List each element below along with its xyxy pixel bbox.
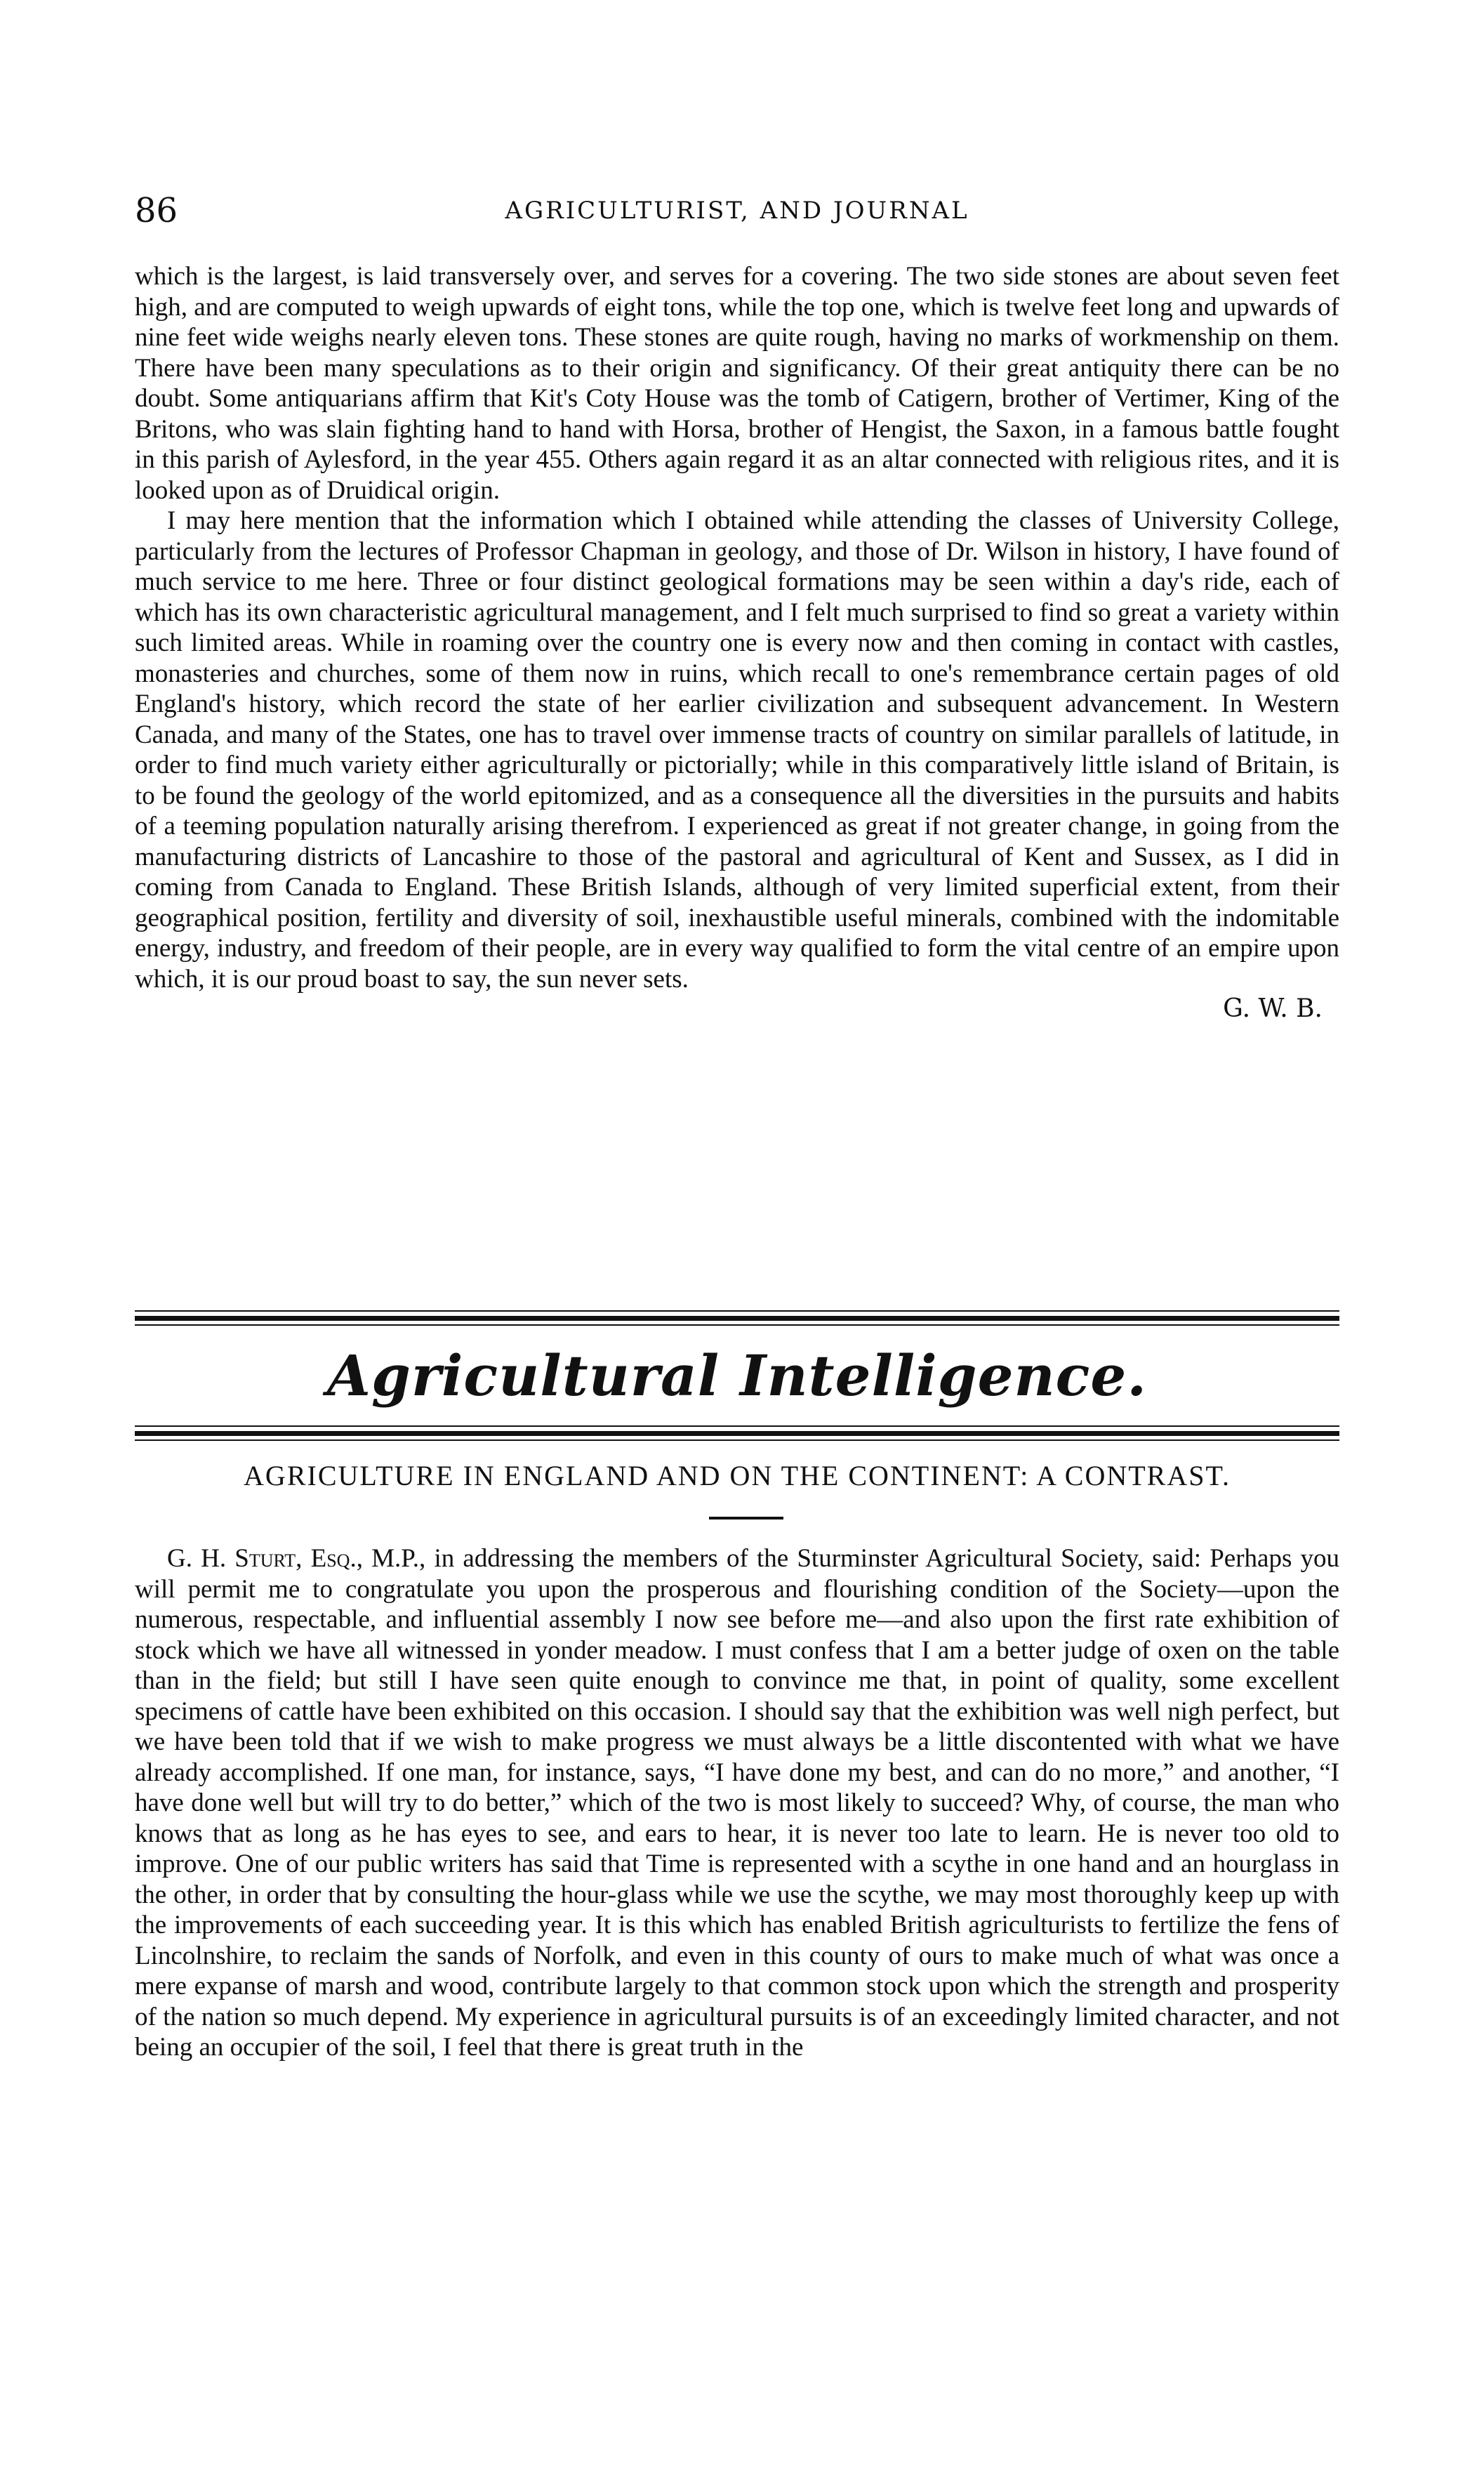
page-header [135, 188, 1339, 233]
article-paragraph [135, 1543, 1339, 2063]
section-rule-top [135, 1310, 1339, 1326]
top-article-paragraph-1: which is the largest, is laid transversely over, and serves for a covering. The two side stones are about seven feet high, and are computed to weigh upwards of eight tons, while the top one, which is twelve feet long and upwards of nine feet wide weighs nearly eleven tons. These stones are quite rough, having no marks of workmenship on them. There have been many speculations as to their origin and significancy. Of their great antiquity there can be no doubt. Some antiquarians affirm that Kit's Coty House was the tomb of Catigern, brother of Vertimer, King of the Britons, who was slain fighting hand to hand with Horsa, brother of Hengist, the Saxon, in a famous battle fought in this parish of Aylesford, in the year 455. Others again regard it as an altar connected with religious rites, and it is looked upon as of Druidical origin. [135, 262, 1339, 505]
running-title: AGRICULTURIST, AND JOURNAL [505, 197, 969, 225]
article-title: AGRICULTURE IN ENGLAND AND ON THE CONTINENT: A CONTRAST. [244, 1460, 1231, 1491]
speaker-name: G. H. Sturt, Esq., M.P., [167, 1544, 426, 1573]
rule-line [135, 1439, 1339, 1441]
top-article-body [135, 261, 1339, 994]
top-article-paragraph-2: I may here mention that the information which I obtained while attending the classes of University College, particularly from the lectures of Professor Chapman in geology, and those of Dr. Wilson in history, I have found of much service to me here. Three or four distinct geological formations may be seen within a day's ride, each of which has its own characteristic agricultural management, and I felt much surprised to find so great a variety within such limited areas. While in roaming over the country one is every now and then coming in contact with castles, monasteries and churches, some of them now in ruins, which recall to one's remembrance certain pages of old England's history, which record the state of her earlier civilization and subsequent advancement. In Western Canada, and many of the States, one has to travel over immense tracts of country on similar parallels of latitude, in order to find much variety either agriculturally or pictorially; while in this comparatively little island of Britain, is to be found the geology of the world epitomized, and as a consequence all the diversities in the pursuits and habits of a teeming population naturally arising therefrom. I experienced as great if not greater change, in going from the manufacturing districts of Lancashire to those of the pastoral and agricultural of Kent and Sussex, as I did in coming from Canada to England. These British Islands, although of very limited superficial extent, from their geographical position, fertility and diversity of soil, inexhaustible useful minerals, combined with the indomitable energy, industry, and freedom of their people, are in every way qualified to form the vital centre of an empire upon which, it is our proud boast to say, the sun never sets. [135, 506, 1339, 994]
section-rule-bottom [135, 1425, 1339, 1441]
page-number: 86 [135, 191, 178, 230]
section-heading: Agricultural Intelligence. [326, 1343, 1148, 1409]
rule-line [135, 1431, 1339, 1436]
top-article [135, 261, 1339, 1023]
rule-line [135, 1324, 1339, 1326]
rule-line [135, 1316, 1339, 1321]
article-body [135, 1543, 1339, 2063]
title-divider [709, 1517, 783, 1520]
article-paragraph-text: in addressing the members of the Sturminster Agricultural Society, said: Perhaps you will permit me to congratulate you upon the prosperous and flourishing condition of the Society—upon the numerous, respectable, and influential assembly I now see before me—and also upon the first rate exhibition of stock which we have all witnessed in yonder meadow. I must confess that I am a better judge of oxen on the table than in the field; but still I have seen quite enough to convince me that, in point of quality, some excellent specimens of cattle have been exhibited on this occasion. I should say that the exhibition was well nigh perfect, but we have been told that if we wish to make progress we must always be a little discontented with what we have already accomplished. If one man, for instance, says, “I have done my best, and can do no more,” and another, “I have done well but will try to do better,” which of the two is most likely to succeed? Why, of course, the man who knows that as long as he has eyes to see, and ears to hear, it is never too late to learn. He is never too old to improve. One of our public writers has said that Time is represented with a scythe in one hand and an hourglass in the other, in order that by consulting the hour-glass while we use the scythe, we may most thoroughly keep up with the improvements of each succeeding year. It is this which has enabled British agriculturists to fertilize the fens of Lincolnshire, to reclaim the sands of Norfolk, and even in this county of ours to make much of what was once a mere expanse of marsh and wood, contribute largely to that common stock upon which the strength and prosperity of the nation so much depend. My experience in agricultural pursuits is of an exceedingly limited character, and not being an occupier of the soil, I feel that there is great truth in the [135, 1544, 1340, 2062]
signature: G. W. B. [1223, 994, 1323, 1023]
